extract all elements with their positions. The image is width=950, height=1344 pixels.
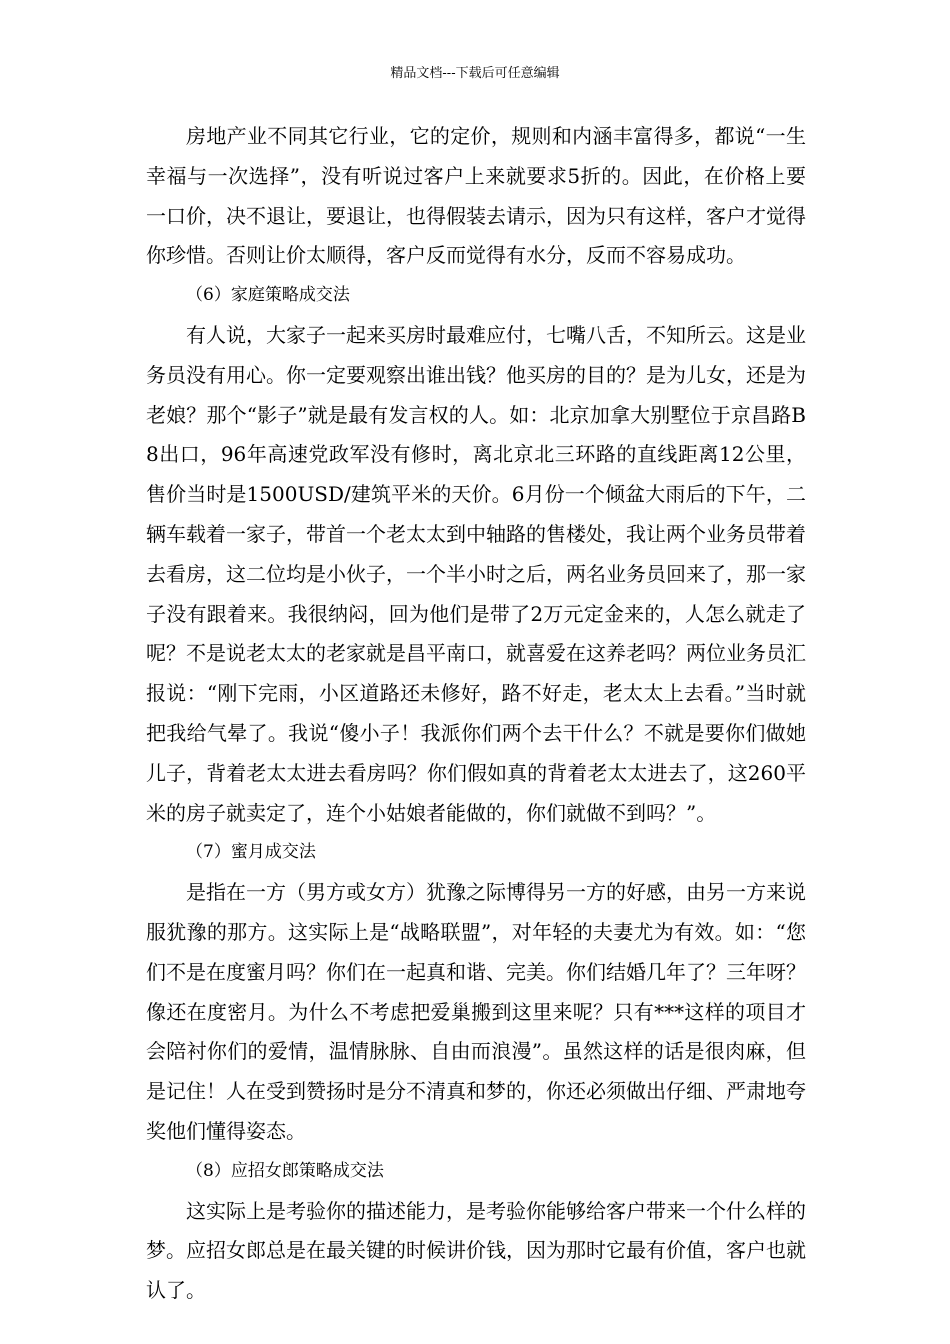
paragraph-call-girl-strategy: 这实际上是考验你的描述能力，是考验你能够给客户带来一个什么样的梦。应招女郎总是在最关键的时候讲价钱，因为那时它最有价值，客户也就认了。 [146, 1198, 806, 1303]
paragraph-pricing: 房地产业不同其它行业，它的定价，规则和内涵丰富得多，都说“一生幸福与一次选择”，没有听说过客户上来就要求5折的。因此，在价格上要一口价，决不退让，要退让，也得假装去请示，因为只有这样，客户才觉得你珍惜。否则让价太顺得，客户反而觉得有水分，反而不容易成功。 [146, 124, 806, 268]
section-heading-7: （7）蜜月成交法 [186, 842, 316, 863]
section-heading-6: （6）家庭策略成交法 [186, 285, 350, 306]
document-body [146, 117, 806, 1311]
page-header: 精品文档---下载后可任意编辑 [390, 66, 560, 81]
paragraph-family-strategy: 有人说，大家子一起来买房时最难应付，七嘴八舌，不知所云。这是业务员没有用心。你一定要观察出谁出钱？他买房的目的？是为儿女，还是为老娘？那个“影子”就是最有发言权的人。如：北京加拿大别墅位于京昌路B8出口，96年高速党政军没有修时，离北京北三环路的直线距离12公里，售价当时是1500USD/建筑平米的天价。6月份一个倾盆大雨后的下午，二辆车载着一家子，带首一个老太太到中轴路的售楼处，我让两个业务员带着去看房，这二位均是小伙子，一个半小时之后，两名业务员回来了，那一家子没有跟着来。我很纳闷，回为他们是带了2万元定金来的，人怎么就走了呢？不是说老太太的老家就是昌平南口，就喜爱在这养老吗？两位业务员汇报说：“刚下完雨，小区道路还未修好，路不好走，老太太上去看。”当时就把我给气晕了。我说“傻小子！我派你们两个去干什么？不就是要你们做她儿子，背着老太太进去看房吗？你们假如真的背着老太太进去了，这260平米的房子就卖定了，连个小姑娘者能做的，你们就做不到吗？”。 [146, 322, 806, 825]
paragraph-honeymoon: 是指在一方（男方或女方）犹豫之际博得另一方的好感，由另一方来说服犹豫的那方。这实际上是“战略联盟”，对年轻的夫妻尤为有效。如：“您们不是在度蜜月吗？你们在一起真和谐、完美。你们结婚几年了？三年呀？像还在度密月。为什么不考虑把爱巢搬到这里来呢？只有***这样的项目才会陪衬你们的爱情，温情脉脉、自由而浪漫”。虽然这样的话是很肉麻，但是记住！人在受到赞扬时是分不清真和梦的，你还必须做出仔细、严肃地夸奖他们懂得姿态。 [146, 880, 806, 1143]
section-heading-8: （8）应招女郎策略成交法 [186, 1160, 384, 1181]
